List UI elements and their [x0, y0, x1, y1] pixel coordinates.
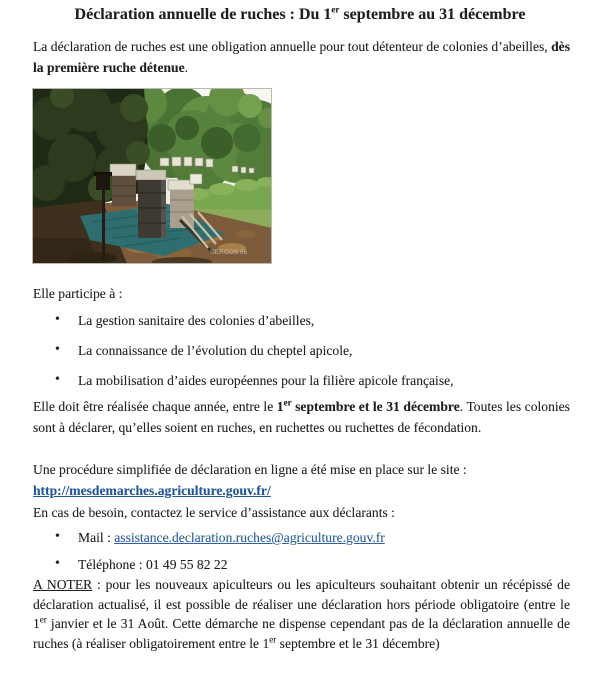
bullet-icon: • — [55, 529, 60, 544]
list-item — [33, 527, 570, 548]
intro-paragraph — [33, 36, 570, 78]
participation-intro: Elle participe à : — [33, 286, 123, 301]
note-superscript-1: er — [39, 614, 47, 625]
period-paragraph — [33, 396, 570, 438]
period-bold — [277, 399, 460, 414]
period-superscript: er — [283, 397, 292, 408]
period-bold-number: 1 — [276, 399, 284, 414]
apiary-photo-graphic — [32, 88, 272, 264]
note-label: A NOTER — [33, 577, 93, 592]
assistance-mail-link[interactable]: assistance.declaration.ruches@agriculture.gouv.fr — [114, 530, 385, 545]
assistance-list — [33, 527, 570, 575]
bullet-icon: • — [55, 372, 60, 387]
title-post: septembre au 31 décembre — [339, 6, 526, 23]
procedure-text: Une procédure simplifiée de déclaration en ligne a été mise en place sur le site : — [33, 462, 467, 477]
note-part1: : pour les nouveaux apiculteurs ou les apiculteurs souhaitant obtenir un récépissé de déclaration actualisé, il est possible de réaliser une déclaration hors période obligatoire (entre le 1 — [33, 577, 570, 632]
mail-label: Mail : — [78, 530, 115, 545]
photo-watermark: ©ERGOS 86 — [210, 249, 248, 256]
apiary-photo — [32, 88, 272, 264]
intro-text: La déclaration de ruches est une obligation annuelle pour tout détenteur de colonies d’abeilles, — [33, 39, 552, 54]
mesdemarches-link[interactable]: http://mesdemarches.agriculture.gouv.fr/ — [33, 483, 271, 498]
phone-text: Téléphone : 01 49 55 82 22 — [78, 557, 228, 572]
assistance-intro: En cas de besoin, contactez le service d’assistance aux déclarants : — [33, 505, 395, 520]
list-item — [33, 340, 570, 361]
note-part3: septembre et le 31 décembre) — [276, 635, 440, 651]
participation-list — [33, 310, 570, 391]
bullet-icon: • — [55, 312, 60, 327]
note-paragraph — [33, 575, 570, 653]
title-superscript: er — [331, 4, 340, 15]
procedure-paragraph — [33, 459, 570, 501]
period-post: . Toutes les colonies sont à déclarer, qu’elles soient en ruches, en ruchettes ou ruchettes de fécondation. — [33, 399, 570, 435]
bullet-text: La gestion sanitaire des colonies d’abeilles, — [78, 313, 315, 328]
title-pre: Déclaration annuelle de ruches : Du 1 — [74, 6, 332, 23]
list-item — [33, 554, 570, 575]
period-bold-dates: septembre et le 31 décembre — [291, 399, 460, 414]
bullet-icon: • — [55, 342, 60, 357]
note-part2: janvier et le 31 Août. Cette démarche ne dispense cependant pas de la déclaration annuelle de ruches (à réaliser obligatoirement entre le 1 — [33, 616, 570, 651]
participation-section — [33, 283, 570, 400]
list-item — [33, 370, 570, 391]
list-item — [33, 310, 570, 331]
intro-end: . — [184, 60, 189, 75]
assistance-section — [33, 502, 570, 581]
bullet-icon: • — [55, 556, 60, 571]
bullet-text: La mobilisation d’aides européennes pour la filière apicole française, — [78, 373, 454, 388]
note-superscript-2: er — [269, 634, 277, 645]
page-title — [0, 4, 600, 26]
intro-bold: dès la première ruche détenue — [33, 39, 570, 75]
bullet-text: La connaissance de l’évolution du cheptel apicole, — [78, 343, 353, 358]
period-pre: Elle doit être réalisée chaque année, entre le — [33, 399, 277, 414]
